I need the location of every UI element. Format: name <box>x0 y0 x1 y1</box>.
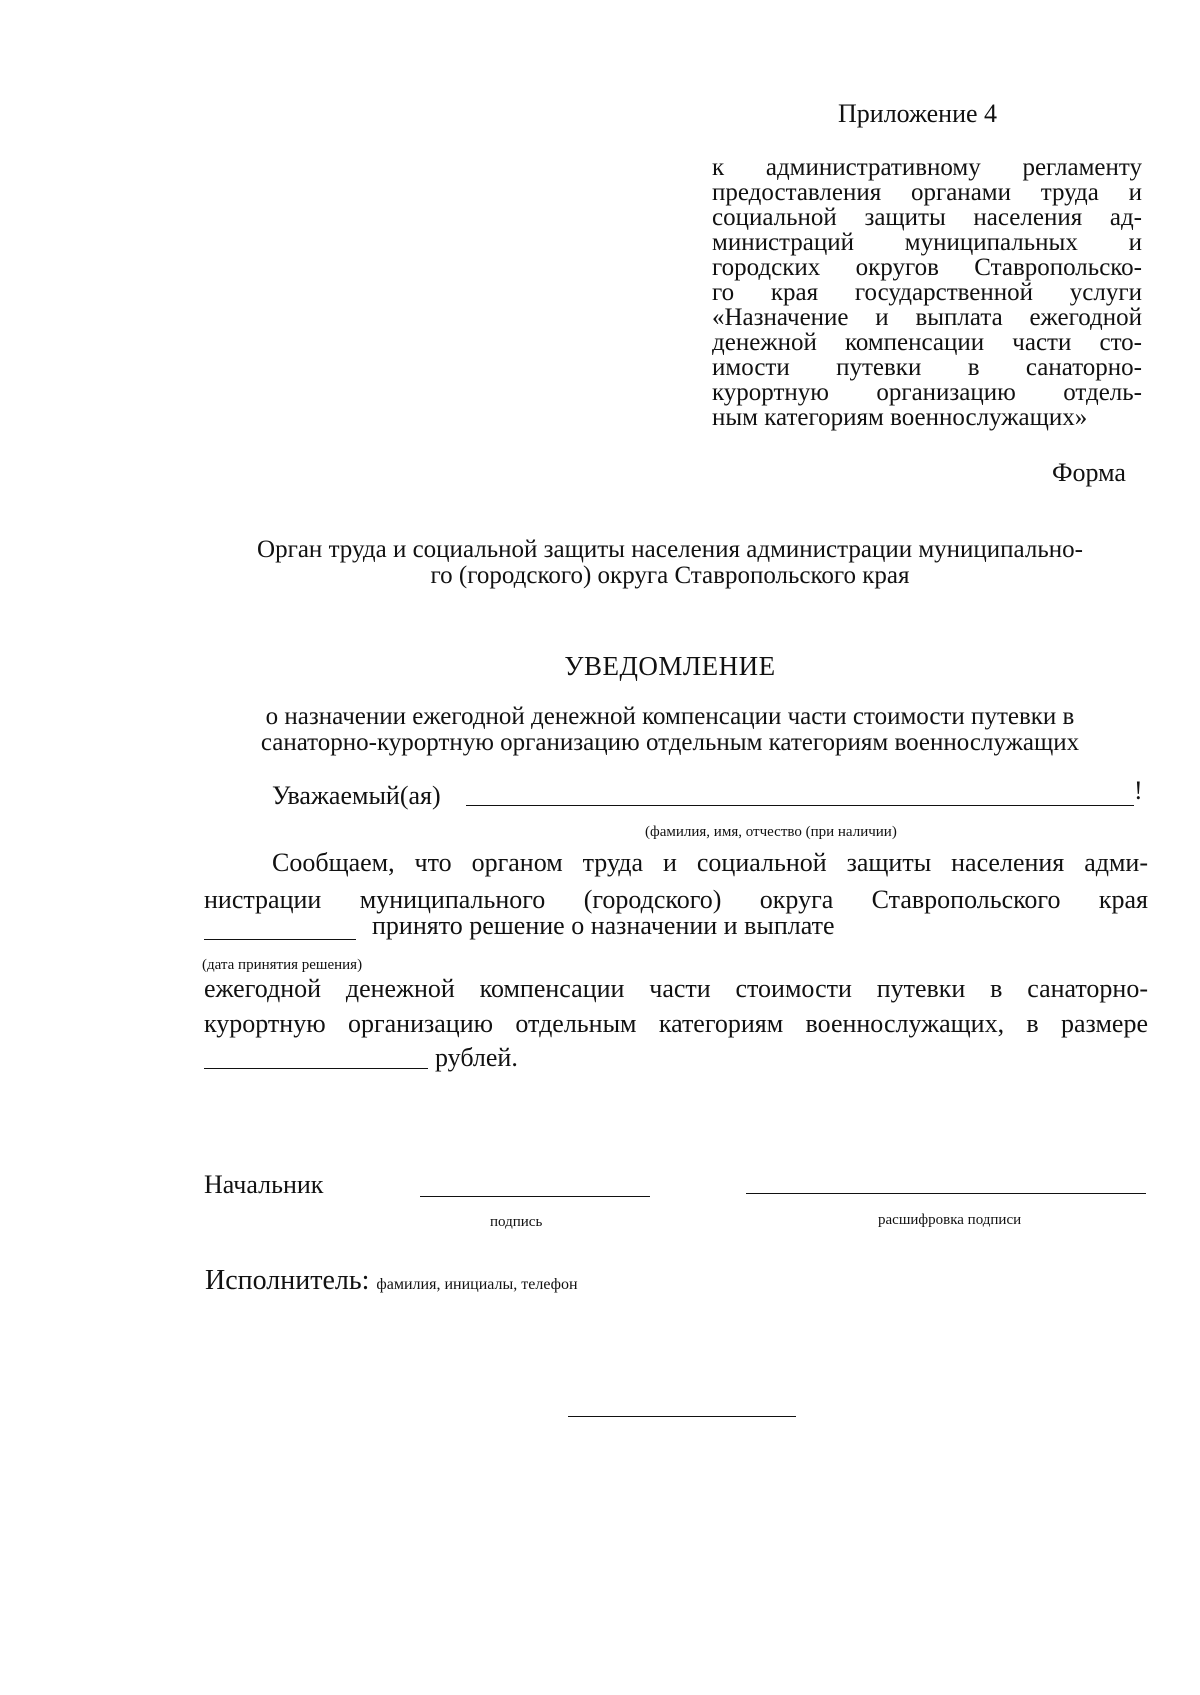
signature-decode-field-line[interactable] <box>746 1193 1146 1194</box>
executor-label: Исполнитель: <box>205 1265 370 1296</box>
appendix-line: городских округов Ставропольско- <box>712 254 1142 281</box>
body-line-5: курортную организацию отдельным категориям военнослужащих, в размере <box>204 1009 1148 1038</box>
appendix-line: ным категориям военнослужащих» <box>712 404 1088 431</box>
appendix-line: к административному регламенту <box>712 154 1142 181</box>
appendix-line: министраций муниципальных и <box>712 229 1142 256</box>
appendix-text <box>712 155 1142 430</box>
greeting-end-mark: ! <box>1134 776 1143 805</box>
authority-line-1: Орган труда и социальной защиты населения администрации муниципально- <box>257 536 1083 563</box>
name-field-line[interactable] <box>466 805 1134 806</box>
appendix-line: предоставления органами труда и <box>712 179 1142 206</box>
bottom-separator-line <box>568 1416 796 1417</box>
greeting-label: Уважаемый(ая) <box>272 781 441 810</box>
notice-subtitle-line-1: о назначении ежегодной денежной компенсации части стоимости путевки в <box>265 703 1075 730</box>
body-line-4: ежегодной денежной компенсации части стоимости путевки в санаторно- <box>204 974 1148 1003</box>
appendix-line: го края государственной услуги <box>712 279 1142 306</box>
rubles-label: рублей. <box>435 1043 518 1072</box>
signature-hint: подпись <box>490 1214 543 1230</box>
name-field-hint: (фамилия, имя, отчество (при наличии) <box>645 824 897 840</box>
executor-row <box>205 1265 578 1301</box>
appendix-line: курортную организацию отдель- <box>712 379 1142 406</box>
decision-date-hint: (дата принятия решения) <box>202 957 363 973</box>
authority-line-2: го (городского) округа Ставропольского края <box>430 562 910 589</box>
appendix-label: Приложение 4 <box>838 99 998 128</box>
decision-date-field-line[interactable] <box>204 939 356 940</box>
signature-decode-hint: расшифровка подписи <box>878 1212 1022 1228</box>
signatory-role: Начальник <box>204 1170 324 1199</box>
appendix-line: денежной компенсации части сто- <box>712 329 1142 356</box>
body-line-3: принято решение о назначении и выплате <box>372 911 835 940</box>
appendix-line: «Назначение и выплата ежегодной <box>712 304 1142 331</box>
form-label: Форма <box>1052 458 1126 487</box>
signature-field-line[interactable] <box>420 1196 650 1197</box>
body-line-2: нистрации муниципального (городского) округа Ставропольского края <box>204 885 1148 914</box>
body-line-1: Сообщаем, что органом труда и социальной защиты населения адми- <box>272 848 1148 877</box>
amount-field-line[interactable] <box>204 1068 428 1069</box>
notice-subtitle-line-2: санаторно-курортную организацию отдельным категориям военнослужащих <box>260 729 1080 756</box>
notice-title: УВЕДОМЛЕНИЕ <box>564 651 776 681</box>
appendix-line: имости путевки в санаторно- <box>712 354 1142 381</box>
appendix-line: социальной защиты населения ад- <box>712 204 1142 231</box>
executor-hint: фамилия, инициалы, телефон <box>376 1276 578 1293</box>
